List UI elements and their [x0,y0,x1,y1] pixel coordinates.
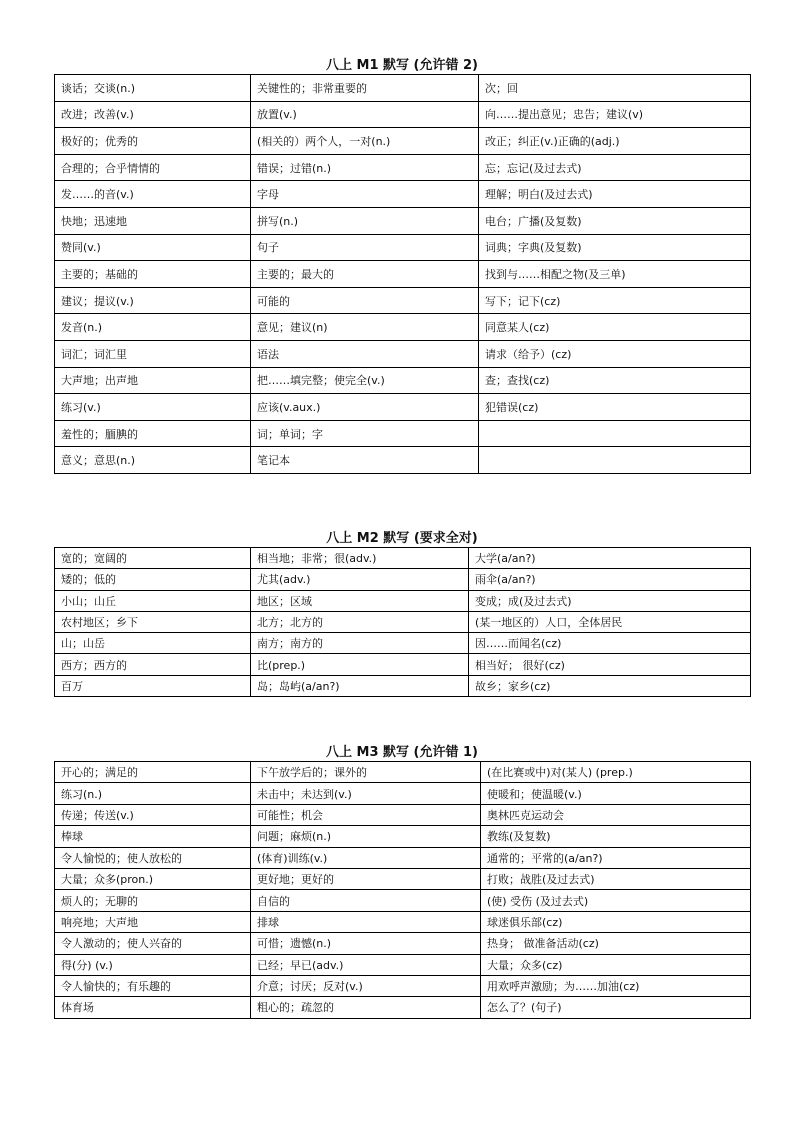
table-cell: 大学(a/an?) [469,548,751,569]
table-row [55,633,751,654]
table-cell: 农村地区；乡下 [55,611,251,632]
table-cell: 排球 [251,911,481,932]
table-cell: 词汇；词汇里 [55,340,251,367]
m2-title: 八上 M2 默写 (要求全对) [326,531,478,546]
table-cell: 字母 [251,181,479,208]
table-cell: 未击中；未达到(v.) [251,783,481,804]
table-cell: 词典；字典(及复数) [479,234,751,261]
table-cell: 山；山岳 [55,633,251,654]
table-cell: (在比赛或中)对(某人) (prep.) [481,762,751,783]
table-cell: 已经；早已(adv.) [251,954,481,975]
table-cell: 可能性；机会 [251,804,481,825]
table-cell: 发音(n.) [55,314,251,341]
table-row [55,954,751,975]
table-cell: 次；回 [479,75,751,102]
table-row [55,548,751,569]
table-cell: 意义；意思(n.) [55,447,251,474]
table-row [55,569,751,590]
m2-table [54,547,751,697]
m1-section [54,58,750,474]
table-cell: 语法 [251,340,479,367]
table-cell: 百万 [55,675,251,696]
table-cell: 传递；传送(v.) [55,804,251,825]
table-cell: 赞同(v.) [55,234,251,261]
table-cell: 改进；改善(v.) [55,101,251,128]
table-cell: 使暖和；使温暖(v.) [481,783,751,804]
table-cell: 可能的 [251,287,479,314]
table-cell: 体育场 [55,997,251,1018]
table-cell: 开心的；满足的 [55,762,251,783]
table-cell: 故乡；家乡(cz) [469,675,751,696]
table-cell [479,420,751,447]
table-cell: (使) 受伤 (及过去式) [481,890,751,911]
table-cell: 查；查找(cz) [479,367,751,394]
table-row [55,911,751,932]
table-row [55,847,751,868]
table-cell: 发……的音(v.) [55,181,251,208]
table-cell: 向……提出意见；忠告；建议(v) [479,101,751,128]
table-cell: 忘；忘记(及过去式) [479,154,751,181]
table-cell: 放置(v.) [251,101,479,128]
table-cell: 相当好； 很好(cz) [469,654,751,675]
table-cell: 犯错误(cz) [479,394,751,421]
table-cell: 合理的；合乎情情的 [55,154,251,181]
table-cell: 同意某人(cz) [479,314,751,341]
table-cell: 大量；众多(cz) [481,954,751,975]
table-cell: 笔记本 [251,447,479,474]
table-cell: 自信的 [251,890,481,911]
table-cell: 岛；岛屿(a/an?) [251,675,469,696]
table-cell: 西方；西方的 [55,654,251,675]
table-row [55,75,751,102]
m3-section [54,745,750,1019]
table-cell: 比(prep.) [251,654,469,675]
m3-title: 八上 M3 默写 (允许错 1) [325,745,478,760]
table-row [55,933,751,954]
table-row [55,234,751,261]
table-cell: 应该(v.aux.) [251,394,479,421]
table-cell: 通常的；平常的(a/an?) [481,847,751,868]
table-row [55,675,751,696]
table-cell: 羞性的；腼腆的 [55,420,251,447]
table-cell: 南方；南方的 [251,633,469,654]
table-row [55,654,751,675]
table-row [55,762,751,783]
table-row [55,611,751,632]
table-cell: 打败；战胜(及过去式) [481,868,751,889]
table-row [55,394,751,421]
table-row [55,420,751,447]
table-row [55,804,751,825]
table-row [55,128,751,155]
table-row [55,447,751,474]
table-cell: 更好地；更好的 [251,868,481,889]
table-cell: 粗心的；疏忽的 [251,997,481,1018]
table-cell: 建议；提议(v.) [55,287,251,314]
table-row [55,207,751,234]
table-cell: 热身； 做准备活动(cz) [481,933,751,954]
table-cell: 请求（给予）(cz) [479,340,751,367]
table-cell: 主要的；最大的 [251,261,479,288]
table-row [55,101,751,128]
table-cell: 改正；纠正(v.)正确的(adj.) [479,128,751,155]
table-cell: 可惜；遗憾(n.) [251,933,481,954]
table-cell: 因……而闻名(cz) [469,633,751,654]
table-cell: 找到与……相配之物(及三单) [479,261,751,288]
table-cell: 令人愉快的；有乐趣的 [55,975,251,996]
table-cell: 拼写(n.) [251,207,479,234]
table-cell: 棒球 [55,826,251,847]
table-row [55,181,751,208]
table-cell: 句子 [251,234,479,261]
table-row [55,154,751,181]
table-cell: (某一地区的）人口，全体居民 [469,611,751,632]
table-row [55,890,751,911]
table-cell: 北方；北方的 [251,611,469,632]
table-cell: 怎么了？(句子) [481,997,751,1018]
table-row [55,868,751,889]
table-cell: 小山；山丘 [55,590,251,611]
table-cell: 得(分) (v.) [55,954,251,975]
table-cell: 理解；明白(及过去式) [479,181,751,208]
table-cell: 教练(及复数) [481,826,751,847]
table-cell: 烦人的；无聊的 [55,890,251,911]
table-cell: 关键性的；非常重要的 [251,75,479,102]
table-cell: 把……填完整；使完全(v.) [251,367,479,394]
table-cell: 相当地；非常；很(adv.) [251,548,469,569]
table-cell: 快地；迅速地 [55,207,251,234]
table-cell: 用欢呼声激励；为……加油(cz) [481,975,751,996]
table-row [55,340,751,367]
table-row [55,826,751,847]
table-cell: (相关的）两个人，一对(n.) [251,128,479,155]
table-cell: 地区；区域 [251,590,469,611]
table-cell: 意见；建议(n) [251,314,479,341]
table-row [55,367,751,394]
table-cell: 错误；过错(n.) [251,154,479,181]
table-cell: 令人愉悦的；使人放松的 [55,847,251,868]
table-cell: 大声地；出声地 [55,367,251,394]
table-cell: 主要的；基础的 [55,261,251,288]
table-cell: 令人激动的；使人兴奋的 [55,933,251,954]
table-cell [479,447,751,474]
table-cell: 尤其(adv.) [251,569,469,590]
table-cell: 问题；麻烦(n.) [251,826,481,847]
m1-table [54,74,751,474]
table-row [55,975,751,996]
table-cell: 词；单词；字 [251,420,479,447]
table-cell: 介意；讨厌；反对(v.) [251,975,481,996]
table-cell: 雨伞(a/an?) [469,569,751,590]
table-cell: (体育)训练(v.) [251,847,481,868]
table-cell: 极好的；优秀的 [55,128,251,155]
table-cell: 奥林匹克运动会 [481,804,751,825]
table-cell: 矮的；低的 [55,569,251,590]
table-row [55,261,751,288]
table-row [55,997,751,1018]
table-cell: 大量；众多(pron.) [55,868,251,889]
m1-title: 八上 M1 默写 (允许错 2) [325,58,478,73]
table-row [55,590,751,611]
table-cell: 电台；广播(及复数) [479,207,751,234]
table-cell: 宽的；宽阔的 [55,548,251,569]
table-cell: 练习(n.) [55,783,251,804]
m2-section [54,531,750,697]
table-cell: 下午放学后的；课外的 [251,762,481,783]
table-cell: 写下；记下(cz) [479,287,751,314]
table-cell: 练习(v.) [55,394,251,421]
m3-table [54,761,751,1019]
table-cell: 变成；成(及过去式) [469,590,751,611]
table-row [55,783,751,804]
table-cell: 球迷俱乐部(cz) [481,911,751,932]
table-cell: 响亮地；大声地 [55,911,251,932]
table-row [55,287,751,314]
table-row [55,314,751,341]
table-cell: 谈话；交谈(n.) [55,75,251,102]
